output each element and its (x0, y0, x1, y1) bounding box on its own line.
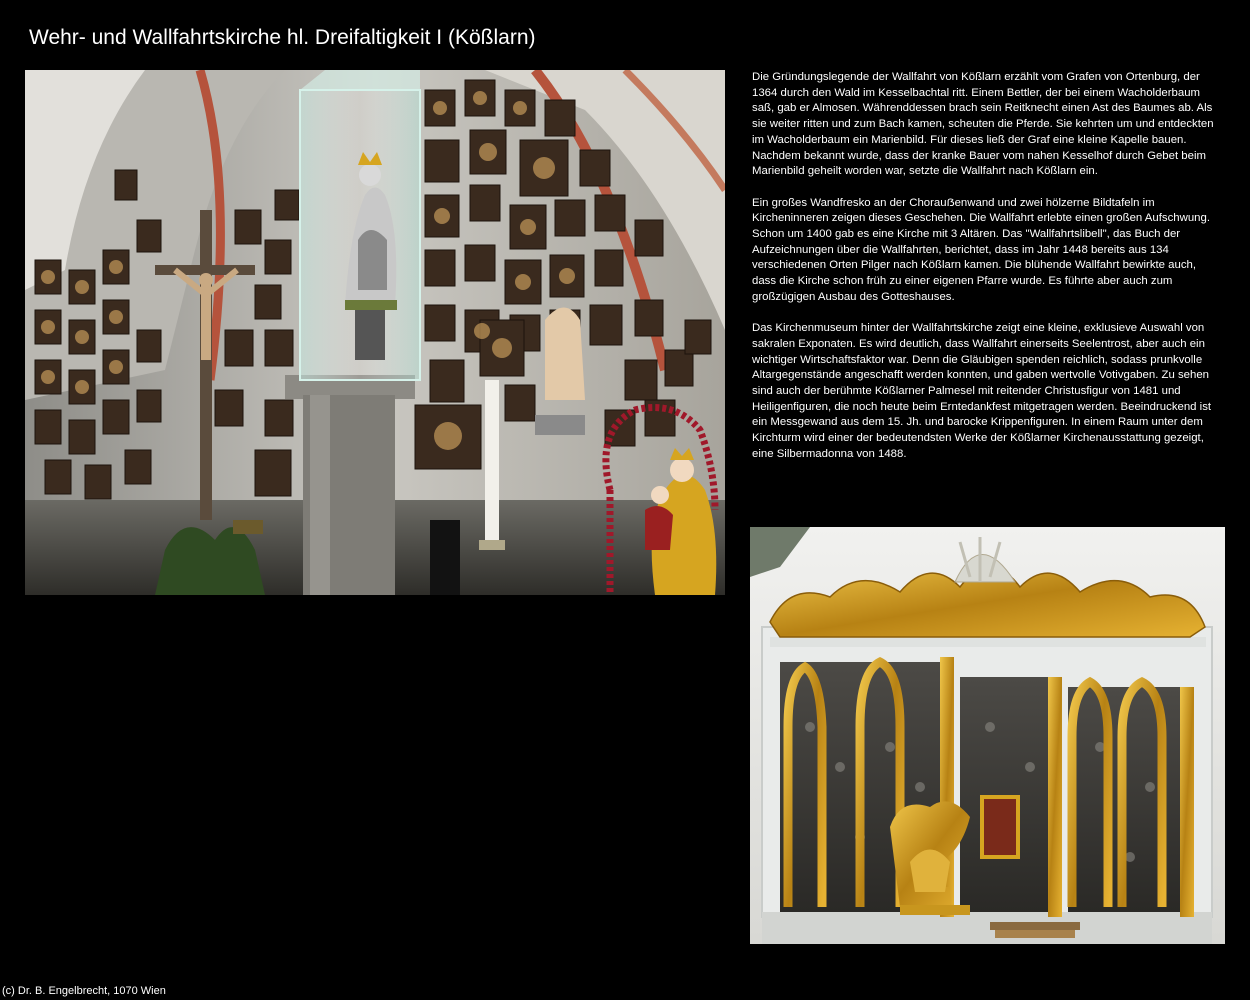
copyright-notice: (c) Dr. B. Engelbrecht, 1070 Wien (2, 985, 166, 997)
paragraph-founding-legend: Die Gründungslegende der Wallfahrt von Kößlarn erzählt vom Grafen von Ortenburg, der 1364 durch den Wald im Kesselbachtal ritt. Einem Bettler, der bei einem Wacholderbaum saß, gab er Almosen. Währenddessen brach sein Reitknecht einen Ast des Baumes ab. Als sie weiter ritten und zum Bach kamen, scheuten die Pferde. Sie kehrten um und entdeckten im Wacholderbaum ein Marienbild. Für dieses ließ der Graf eine kleine Kapelle bauen. Nachdem bekannt wurde, dass der kranke Bauer vom nahen Kesselhof durch Gebet beim Marienbild geheilt worden war, setzte die Wallfahrt nach Kößlarn ein. (752, 71, 1214, 178)
paragraph-fresco-history: Ein großes Wandfresko an der Chorauẞenwand und zwei hölzerne Bildtafeln im Kircheninneren zeigen dieses Geschehen. Die Wallfahrt erlebte einen großen Aufschwung. Schon um 1400 gab es eine Kirche mit 3 Altären. Das "Wallfahrtslibell", das Buch der Aufzeichnungen über die Wallfahrten, berichtet, dass im Jahr 1448 bereits aus 134 verschiedenen Orten Pilger nach Kößlarn kamen. Die blühende Wallfahrt bewirkte auch, dass die Kirche schon früh zu einer eigenen Pfarre wurde. Es führte aber auch zum großzügigen Ausbau des Gotteshauses. (752, 196, 1211, 303)
reliquary-cabinet-photo (750, 527, 1225, 944)
paragraph-church-museum: Das Kirchenmuseum hinter der Wallfahrtskirche zeigt eine kleine, exklusieve Auswahl von sakralen Exponaten. Es wird deutlich, dass Wallfahrt einerseits Seelentrost, aber auch ein wichtiger Wirtschaftsfaktor war. Denn die Gläubigen spenden reichlich, sodass prunkvolle Altargegenstände angeschafft werden konnten, und gaben wertvolle Votivgaben. Zu sehen sind auch der berühmte Kößlarner Palmesel mit reitender Christusfigur von 1481 und Heiligenfiguren, die noch heute beim Erntedankfest mitgetragen werden. Beeindruckend ist ein Messgewand aus dem 15. Jh. und barocke Krippenfiguren. In einem Raum unter dem Kirchturm wird einer der bedeutendsten Werke der Kößlarner Kirchenausstattung gezeigt, eine Silbermadonna von 1488. (752, 322, 1212, 460)
chapel-photo (25, 70, 725, 595)
article-text (752, 70, 1218, 463)
page-title: Wehr- und Wallfahrtskirche hl. Dreifaltigkeit I (Kößlarn) (29, 26, 536, 49)
